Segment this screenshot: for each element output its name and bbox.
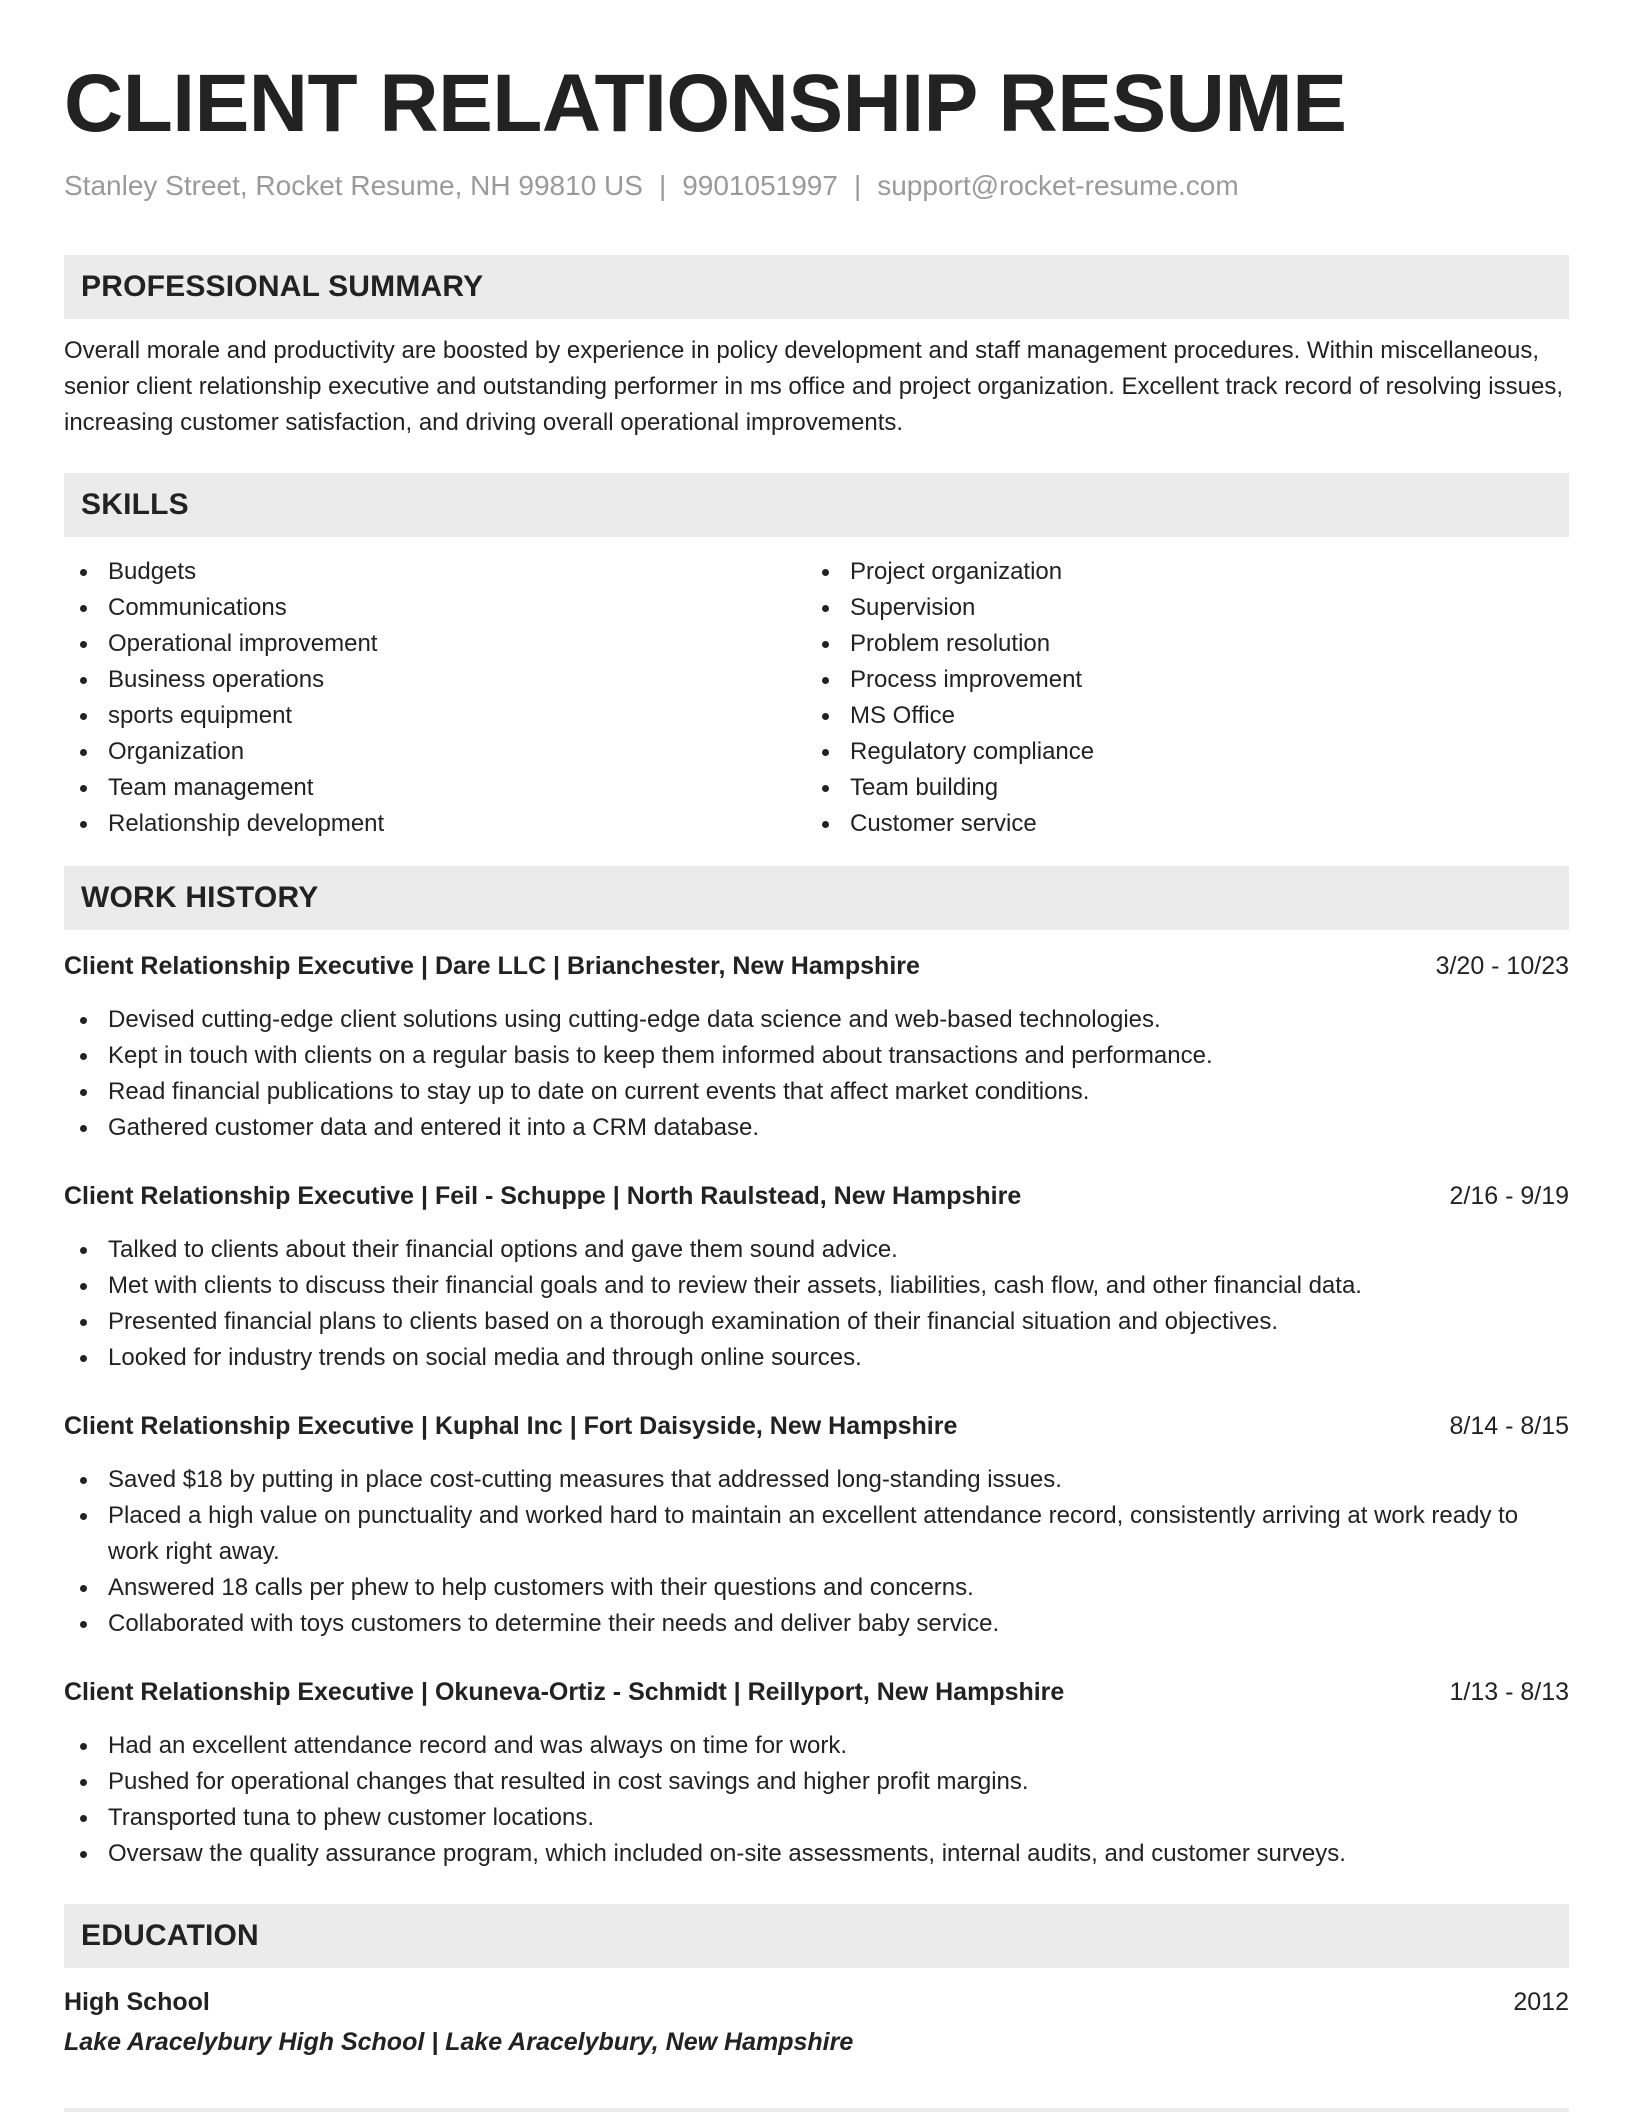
- job-duty: Kept in touch with clients on a regular basis to keep them informed about transactions and performance.: [64, 1038, 1569, 1074]
- job-duty: Transported tuna to phew customer locations.: [64, 1800, 1569, 1836]
- job-dates: 1/13 - 8/13: [1449, 1678, 1569, 1706]
- skills-column-right: [806, 554, 1569, 842]
- job-duty: Pushed for operational changes that resulted in cost savings and higher profit margins.: [64, 1764, 1569, 1800]
- skill-item: Supervision: [806, 590, 1569, 626]
- job-duty: Collaborated with toys customers to determine their needs and deliver baby service.: [64, 1606, 1569, 1642]
- job-duty: Saved $18 by putting in place cost-cutting measures that addressed long-standing issues.: [64, 1462, 1569, 1498]
- education-year: 2012: [1513, 1988, 1569, 2016]
- resume-title: CLIENT RELATIONSHIP RESUME: [64, 58, 1347, 149]
- skill-item: MS Office: [806, 698, 1569, 734]
- contact-address: Stanley Street, Rocket Resume, NH 99810 US: [64, 170, 643, 201]
- skill-item: Relationship development: [64, 806, 806, 842]
- job-header: [64, 1408, 1569, 1444]
- job-entry: [64, 948, 1569, 1146]
- contact-email: support@rocket-resume.com: [877, 170, 1239, 201]
- skill-item: Process improvement: [806, 662, 1569, 698]
- job-dates: 2/16 - 9/19: [1449, 1182, 1569, 1210]
- job-duty: Gathered customer data and entered it into a CRM database.: [64, 1110, 1569, 1146]
- skill-item: Operational improvement: [64, 626, 806, 662]
- job-header: [64, 1674, 1569, 1710]
- skill-item: Team management: [64, 770, 806, 806]
- job-duty: Placed a high value on punctuality and worked hard to maintain an excellent attendance record, consistently arriving at work ready to work right away.: [64, 1498, 1569, 1570]
- contact-separator: |: [853, 170, 862, 201]
- contact-phone: 9901051997: [682, 170, 838, 201]
- summary-text: Overall morale and productivity are boosted by experience in policy development and staff management procedures. Within miscellaneous, senior client relationship executive and outstanding performer in ms office and project organization. Excellent track record of resolving issues, increasing customer satisfaction, and driving overall operational improvements.: [64, 337, 1564, 436]
- skills-list: [64, 554, 1569, 842]
- job-duties: [64, 1002, 1569, 1146]
- skill-item: Regulatory compliance: [806, 734, 1569, 770]
- skill-item: Team building: [806, 770, 1569, 806]
- skill-item: Organization: [64, 734, 806, 770]
- job-header: [64, 948, 1569, 984]
- skill-item: sports equipment: [64, 698, 806, 734]
- skill-item: Customer service: [806, 806, 1569, 842]
- job-dates: 8/14 - 8/15: [1449, 1412, 1569, 1440]
- job-duty: Met with clients to discuss their financial goals and to review their assets, liabilities, cash flow, and other financial data.: [64, 1268, 1569, 1304]
- skills-column-left: [64, 554, 806, 842]
- skill-item: Project organization: [806, 554, 1569, 590]
- contact-separator: |: [658, 170, 667, 201]
- education-entry: [64, 1984, 1569, 2060]
- job-title: Client Relationship Executive | Dare LLC | Brianchester, New Hampshire: [64, 952, 920, 980]
- job-entry: [64, 1408, 1569, 1642]
- education-degree: High School: [64, 1988, 210, 2016]
- skill-item: Problem resolution: [806, 626, 1569, 662]
- job-entry: [64, 1674, 1569, 1872]
- section-heading-skills: SKILLS: [64, 473, 1569, 537]
- skill-item: Budgets: [64, 554, 806, 590]
- section-heading-summary: PROFESSIONAL SUMMARY: [64, 255, 1569, 319]
- job-duty: Answered 18 calls per phew to help customers with their questions and concerns.: [64, 1570, 1569, 1606]
- job-header: [64, 1178, 1569, 1214]
- job-duty: Devised cutting-edge client solutions using cutting-edge data science and web-based technologies.: [64, 1002, 1569, 1038]
- job-duty: Read financial publications to stay up to date on current events that affect market conditions.: [64, 1074, 1569, 1110]
- education-school: Lake Aracelybury High School | Lake Aracelybury, New Hampshire: [64, 2028, 854, 2056]
- skill-item: Business operations: [64, 662, 806, 698]
- job-duty: Oversaw the quality assurance program, which included on-site assessments, internal audits, and customer surveys.: [64, 1836, 1569, 1872]
- job-duty: Had an excellent attendance record and was always on time for work.: [64, 1728, 1569, 1764]
- section-heading-education: EDUCATION: [64, 1904, 1569, 1968]
- job-title: Client Relationship Executive | Feil - Schuppe | North Raulstead, New Hampshire: [64, 1182, 1022, 1210]
- job-duties: [64, 1728, 1569, 1872]
- bottom-divider: [64, 2108, 1569, 2112]
- job-title: Client Relationship Executive | Kuphal Inc | Fort Daisyside, New Hampshire: [64, 1412, 958, 1440]
- education-header: [64, 1984, 1569, 2020]
- job-duty: Looked for industry trends on social media and through online sources.: [64, 1340, 1569, 1376]
- job-dates: 3/20 - 10/23: [1435, 952, 1569, 980]
- skill-item: Communications: [64, 590, 806, 626]
- contact-line: [64, 168, 1569, 204]
- job-entry: [64, 1178, 1569, 1376]
- job-duty: Talked to clients about their financial options and gave them sound advice.: [64, 1232, 1569, 1268]
- job-title: Client Relationship Executive | Okuneva-Ortiz - Schmidt | Reillyport, New Hampshire: [64, 1678, 1065, 1706]
- job-duty: Presented financial plans to clients based on a thorough examination of their financial situation and objectives.: [64, 1304, 1569, 1340]
- job-duties: [64, 1462, 1569, 1642]
- section-heading-work: WORK HISTORY: [64, 866, 1569, 930]
- job-duties: [64, 1232, 1569, 1376]
